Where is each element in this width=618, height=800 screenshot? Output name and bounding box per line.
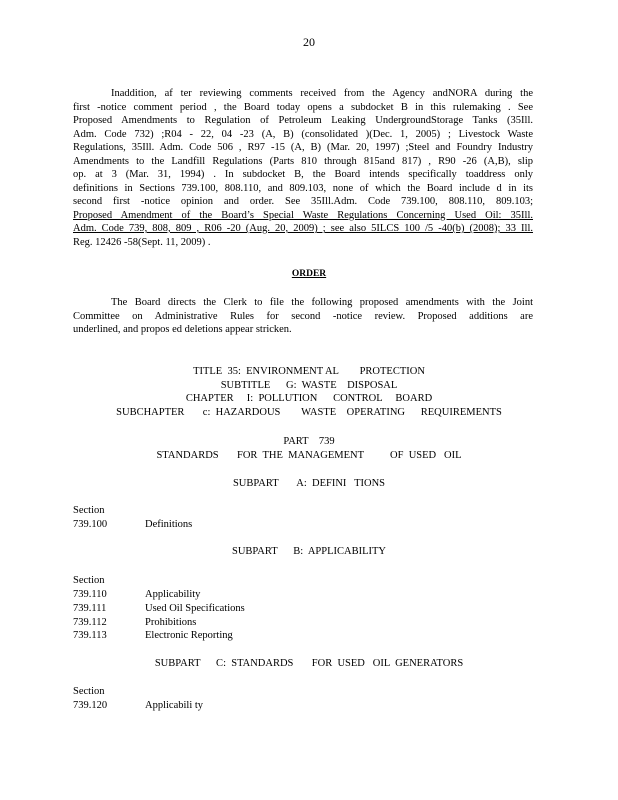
section-title: Prohibitions [145,617,197,628]
toc-row [73,602,533,616]
paragraph-line: Adm. Code 732) ;R04 - 22, 04 -23 (A, B) (consolidated )(Dec. 1, 2005) ; Livestock Waste [73,128,533,140]
paragraph-line: second first -notice opinion and order. See 35Ill.Adm. Code 739.100, 808.110, 809.103; [73,196,533,207]
section-number: 739.100 [73,519,108,530]
order-paragraph [73,296,533,337]
section-number: 739.112 [73,617,107,628]
section-number: 739.111 [73,603,107,614]
paragraph-line: Regulations, 35Ill. Adm. Code 506 , R97 -15 (A, B) (Mar. 20, 1997) ;Steel and Foundry Industry [73,142,533,153]
chapter-line: CHAPTER I: POLLUTION CONTROL BOARD [185,393,433,404]
section-title: Applicability [145,589,201,600]
toc-row [73,588,533,602]
subpart-heading: SUBPART B: APPLICABILITY [232,546,386,557]
title-block [0,365,618,419]
paragraph-line: Proposed Amendments to Regulation of Petroleum Leaking UndergroundStorage Tanks (35Ill. [73,115,533,126]
paragraph-line: op. at 3 (Mar. 31, 1994) . In subdocket B, the Board intends specifically toaddress only [73,169,533,180]
part-title: STANDARDS FOR THE MANAGEMENT OF USED OIL [156,449,462,461]
section-label: Section [73,575,105,586]
paragraph-line: The Board directs the Clerk to file the following proposed amendments with the Joint [111,297,533,308]
section-title: Definitions [145,519,193,530]
subpart-c-heading [0,657,618,671]
paragraph-line: underlined, and propos ed deletions appear stricken. [73,324,292,335]
section-title: Used Oil Specifications [145,603,245,614]
paragraph-line: Inaddition, af ter reviewing comments received from the Agency andNORA during the [111,88,533,99]
order-heading [0,268,618,282]
toc-row [73,699,533,713]
section-number: 739.120 [73,700,108,711]
title-line: TITLE 35: ENVIRONMENT AL PROTECTION [193,366,425,377]
section-title: Electronic Reporting [145,630,233,641]
section-title: Applicabili ty [145,700,204,711]
subpart-b-heading [0,545,618,559]
subtitle-line: SUBTITLE G: WASTE DISPOSAL [220,379,398,391]
paragraph-line: Amendments to the Landfill Regulations (Parts 810 through 815and 817) , R90 -26 (A,B), slip [73,155,533,167]
toc-row [73,616,533,630]
part-block [0,435,618,462]
paragraph-line: first -notice comment period , the Board today opens a subdocket B in this rulemaking . See [73,101,533,113]
paragraph-line-underlined: Adm. Code 739, 808, 809 , R06 -20 (Aug. 20, 2009) ; see also 5ILCS 100 /5 -40(b) (2008); 33 Ill. [73,223,533,234]
section-label: Section [73,505,105,516]
paragraph-line: definitions in Sections 739.100, 808.110, and 809.103, none of which the Board include d in its [73,182,533,194]
section-label: Section [73,686,105,697]
part-number: PART 739 [283,436,335,447]
paragraph-line-underlined: Proposed Amendment of the Board’s Special Waste Regulations Concerning Used Oil: 35Ill. [73,209,533,221]
intro-paragraph [73,87,533,249]
subpart-heading: SUBPART C: STANDARDS FOR USED OIL GENERATORS [154,658,464,669]
page-number: 20 [303,35,315,49]
toc-row [73,518,533,532]
subpart-heading: SUBPART A: DEFINI TIONS [232,478,386,489]
paragraph-line: Reg. 12426 -58(Sept. 11, 2009) . [73,236,211,248]
subchapter-line: SUBCHAPTER c: HAZARDOUS WASTE OPERATING REQUIREMENTS [116,406,502,418]
toc-row [73,629,533,643]
paragraph-line: Committee on Administrative Rules for second -notice review. Proposed additions are [73,310,533,322]
section-number: 739.110 [73,589,107,600]
subpart-a-heading [0,477,618,491]
order-heading-text: ORDER [291,269,327,279]
section-number: 739.113 [73,630,107,641]
